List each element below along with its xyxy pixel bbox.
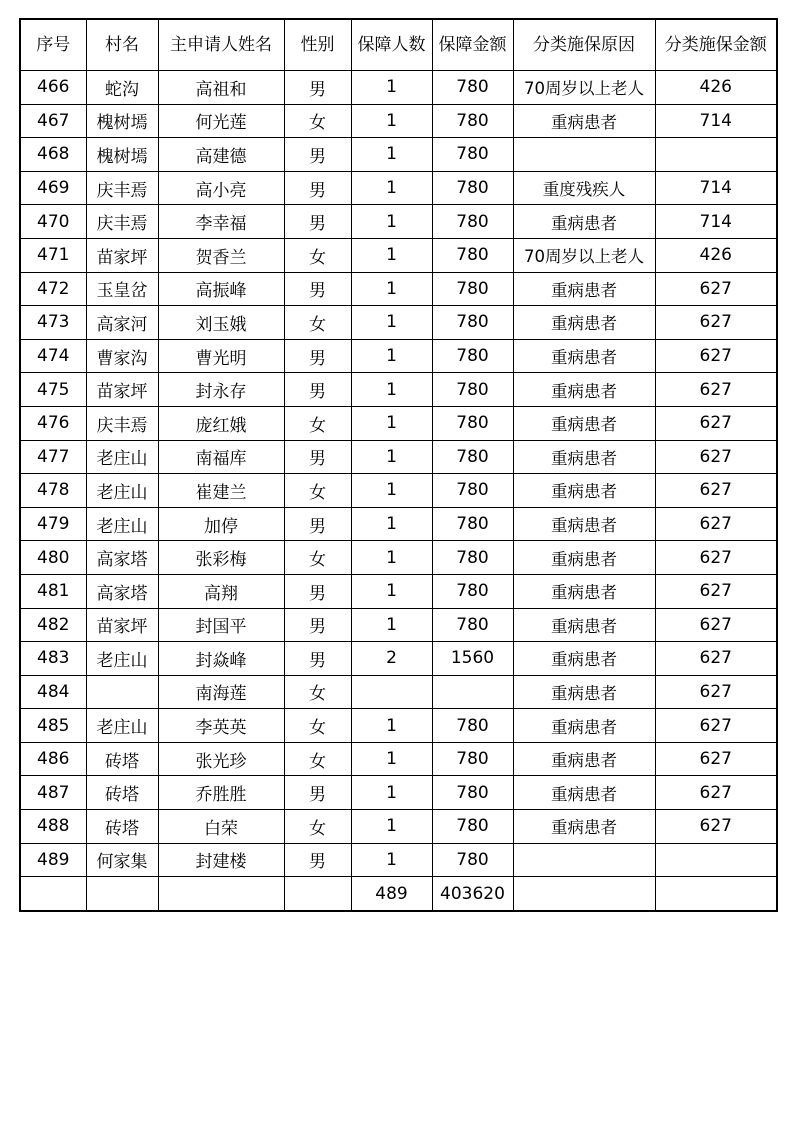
cell-gender: 男 xyxy=(284,440,351,474)
cell-category-reason xyxy=(513,843,655,877)
cell-applicant-name: 高建德 xyxy=(158,138,284,172)
cell-allowance-amount: 780 xyxy=(432,71,513,105)
cell-applicant-name: 封国平 xyxy=(158,608,284,642)
cell-village: 庆丰焉 xyxy=(86,205,158,239)
cell-gender: 女 xyxy=(284,709,351,743)
cell-gender: 男 xyxy=(284,642,351,676)
cell-applicant-name: 白荣 xyxy=(158,810,284,844)
cell-applicant-name: 加停 xyxy=(158,507,284,541)
cell-category-amount: 627 xyxy=(655,474,777,508)
cell-gender: 女 xyxy=(284,406,351,440)
cell-village: 槐树墕 xyxy=(86,104,158,138)
cell-gender: 女 xyxy=(284,238,351,272)
cell-category-amount: 627 xyxy=(655,306,777,340)
cell-serial-number: 472 xyxy=(20,272,86,306)
cell-covered-persons: 1 xyxy=(351,373,432,407)
cell-serial-number: 477 xyxy=(20,440,86,474)
cell-category-amount: 627 xyxy=(655,642,777,676)
cell-allowance-amount: 780 xyxy=(432,709,513,743)
cell-allowance-amount: 780 xyxy=(432,306,513,340)
cell-category-reason: 重度残疾人 xyxy=(513,171,655,205)
cell-gender: 女 xyxy=(284,810,351,844)
cell-applicant-name: 张光珍 xyxy=(158,742,284,776)
cell-category-reason: 重病患者 xyxy=(513,104,655,138)
cell-allowance-amount: 780 xyxy=(432,507,513,541)
cell-serial-number: 489 xyxy=(20,843,86,877)
cell-applicant-name xyxy=(158,877,284,911)
cell-serial-number: 487 xyxy=(20,776,86,810)
totals-row xyxy=(20,877,777,911)
cell-category-reason: 重病患者 xyxy=(513,709,655,743)
table-row xyxy=(20,675,777,709)
cell-applicant-name: 贺香兰 xyxy=(158,238,284,272)
cell-covered-persons: 1 xyxy=(351,810,432,844)
cell-covered-persons: 1 xyxy=(351,541,432,575)
cell-serial-number: 480 xyxy=(20,541,86,575)
cell-allowance-amount: 780 xyxy=(432,339,513,373)
cell-covered-persons: 1 xyxy=(351,104,432,138)
header-gender: 性别 xyxy=(284,19,351,71)
table-row xyxy=(20,709,777,743)
table-row xyxy=(20,574,777,608)
cell-category-reason: 重病患者 xyxy=(513,810,655,844)
allowance-table xyxy=(19,18,778,912)
cell-village: 曹家沟 xyxy=(86,339,158,373)
table-row xyxy=(20,642,777,676)
cell-allowance-amount: 780 xyxy=(432,406,513,440)
cell-serial-number: 481 xyxy=(20,574,86,608)
cell-allowance-amount: 780 xyxy=(432,843,513,877)
cell-category-reason: 重病患者 xyxy=(513,205,655,239)
cell-category-reason xyxy=(513,877,655,911)
cell-covered-persons: 1 xyxy=(351,709,432,743)
table-row xyxy=(20,742,777,776)
cell-covered-persons: 1 xyxy=(351,574,432,608)
cell-applicant-name: 崔建兰 xyxy=(158,474,284,508)
cell-serial-number: 484 xyxy=(20,675,86,709)
cell-category-amount: 627 xyxy=(655,272,777,306)
cell-gender: 男 xyxy=(284,71,351,105)
table-row xyxy=(20,608,777,642)
cell-category-reason: 重病患者 xyxy=(513,440,655,474)
header-category-reason: 分类施保原因 xyxy=(513,19,655,71)
cell-category-reason: 重病患者 xyxy=(513,306,655,340)
cell-allowance-amount: 780 xyxy=(432,776,513,810)
cell-category-reason: 重病患者 xyxy=(513,474,655,508)
cell-category-amount: 627 xyxy=(655,574,777,608)
cell-allowance-amount: 780 xyxy=(432,205,513,239)
header-serial-number: 序号 xyxy=(20,19,86,71)
cell-covered-persons: 1 xyxy=(351,776,432,810)
cell-covered-persons: 1 xyxy=(351,272,432,306)
cell-village: 高家河 xyxy=(86,306,158,340)
cell-gender: 男 xyxy=(284,608,351,642)
table-row xyxy=(20,205,777,239)
table-row xyxy=(20,474,777,508)
cell-category-amount: 627 xyxy=(655,507,777,541)
cell-village: 玉皇岔 xyxy=(86,272,158,306)
cell-category-reason: 重病患者 xyxy=(513,339,655,373)
table-row xyxy=(20,776,777,810)
cell-village: 砖塔 xyxy=(86,810,158,844)
cell-allowance-amount: 1560 xyxy=(432,642,513,676)
cell-category-amount: 627 xyxy=(655,608,777,642)
cell-serial-number: 466 xyxy=(20,71,86,105)
cell-allowance-amount: 780 xyxy=(432,574,513,608)
cell-gender: 女 xyxy=(284,742,351,776)
table-row xyxy=(20,541,777,575)
cell-serial-number: 478 xyxy=(20,474,86,508)
cell-applicant-name: 封建楼 xyxy=(158,843,284,877)
cell-serial-number: 470 xyxy=(20,205,86,239)
cell-serial-number: 475 xyxy=(20,373,86,407)
cell-village: 老庄山 xyxy=(86,440,158,474)
cell-covered-persons: 1 xyxy=(351,339,432,373)
table-row xyxy=(20,272,777,306)
cell-gender: 女 xyxy=(284,541,351,575)
cell-category-amount: 426 xyxy=(655,71,777,105)
cell-category-amount: 714 xyxy=(655,104,777,138)
table-row xyxy=(20,339,777,373)
cell-covered-persons: 1 xyxy=(351,306,432,340)
cell-serial-number: 471 xyxy=(20,238,86,272)
table-row xyxy=(20,138,777,172)
cell-covered-persons: 1 xyxy=(351,406,432,440)
cell-category-amount: 627 xyxy=(655,339,777,373)
cell-category-reason: 重病患者 xyxy=(513,507,655,541)
cell-gender: 男 xyxy=(284,138,351,172)
cell-category-amount: 714 xyxy=(655,171,777,205)
cell-applicant-name: 乔胜胜 xyxy=(158,776,284,810)
cell-covered-persons: 1 xyxy=(351,608,432,642)
cell-category-amount xyxy=(655,877,777,911)
cell-village: 老庄山 xyxy=(86,709,158,743)
cell-serial-number: 468 xyxy=(20,138,86,172)
cell-category-reason: 重病患者 xyxy=(513,642,655,676)
cell-category-amount xyxy=(655,138,777,172)
table-header-row xyxy=(20,19,777,71)
cell-serial-number: 486 xyxy=(20,742,86,776)
cell-village: 何家集 xyxy=(86,843,158,877)
cell-serial-number: 479 xyxy=(20,507,86,541)
cell-allowance-amount: 780 xyxy=(432,238,513,272)
cell-applicant-name: 南海莲 xyxy=(158,675,284,709)
cell-village xyxy=(86,675,158,709)
table-row xyxy=(20,406,777,440)
cell-gender: 男 xyxy=(284,171,351,205)
table-row xyxy=(20,171,777,205)
table-row xyxy=(20,104,777,138)
cell-category-reason: 重病患者 xyxy=(513,608,655,642)
cell-village xyxy=(86,877,158,911)
cell-serial-number: 469 xyxy=(20,171,86,205)
cell-gender: 男 xyxy=(284,339,351,373)
table-row xyxy=(20,71,777,105)
cell-covered-persons: 2 xyxy=(351,642,432,676)
cell-category-amount: 627 xyxy=(655,810,777,844)
cell-gender: 男 xyxy=(284,574,351,608)
table-row xyxy=(20,306,777,340)
header-applicant-name: 主申请人姓名 xyxy=(158,19,284,71)
header-village: 村名 xyxy=(86,19,158,71)
cell-gender xyxy=(284,877,351,911)
cell-village: 老庄山 xyxy=(86,642,158,676)
table-row xyxy=(20,843,777,877)
cell-serial-number: 483 xyxy=(20,642,86,676)
cell-serial-number: 473 xyxy=(20,306,86,340)
cell-category-amount: 627 xyxy=(655,709,777,743)
cell-applicant-name: 何光莲 xyxy=(158,104,284,138)
cell-gender: 女 xyxy=(284,474,351,508)
cell-category-amount: 714 xyxy=(655,205,777,239)
cell-category-reason: 70周岁以上老人 xyxy=(513,71,655,105)
table-body xyxy=(20,71,777,911)
cell-allowance-amount: 780 xyxy=(432,171,513,205)
cell-gender: 男 xyxy=(284,373,351,407)
table-row xyxy=(20,507,777,541)
cell-allowance-amount: 780 xyxy=(432,440,513,474)
cell-category-amount: 627 xyxy=(655,406,777,440)
cell-gender: 男 xyxy=(284,843,351,877)
cell-applicant-name: 南福库 xyxy=(158,440,284,474)
cell-category-reason: 重病患者 xyxy=(513,742,655,776)
cell-applicant-name: 庞红娥 xyxy=(158,406,284,440)
cell-village: 老庄山 xyxy=(86,507,158,541)
cell-covered-persons: 1 xyxy=(351,205,432,239)
cell-serial-number: 476 xyxy=(20,406,86,440)
cell-allowance-amount: 780 xyxy=(432,138,513,172)
cell-applicant-name: 曹光明 xyxy=(158,339,284,373)
cell-category-amount: 627 xyxy=(655,373,777,407)
cell-village: 庆丰焉 xyxy=(86,171,158,205)
header-category-amount: 分类施保金额 xyxy=(655,19,777,71)
cell-applicant-name: 封永存 xyxy=(158,373,284,407)
cell-village: 砖塔 xyxy=(86,742,158,776)
cell-category-amount xyxy=(655,843,777,877)
table-row xyxy=(20,238,777,272)
cell-village: 槐树墕 xyxy=(86,138,158,172)
cell-applicant-name: 高小亮 xyxy=(158,171,284,205)
cell-gender: 男 xyxy=(284,205,351,239)
cell-allowance-amount: 403620 xyxy=(432,877,513,911)
cell-covered-persons: 1 xyxy=(351,71,432,105)
cell-serial-number: 482 xyxy=(20,608,86,642)
cell-category-reason: 重病患者 xyxy=(513,541,655,575)
table-row xyxy=(20,373,777,407)
cell-applicant-name: 李英英 xyxy=(158,709,284,743)
cell-category-reason xyxy=(513,138,655,172)
cell-allowance-amount xyxy=(432,675,513,709)
cell-village: 砖塔 xyxy=(86,776,158,810)
cell-category-amount: 627 xyxy=(655,742,777,776)
cell-covered-persons: 1 xyxy=(351,440,432,474)
cell-covered-persons: 1 xyxy=(351,171,432,205)
cell-applicant-name: 封焱峰 xyxy=(158,642,284,676)
cell-category-reason: 重病患者 xyxy=(513,675,655,709)
cell-category-reason: 重病患者 xyxy=(513,272,655,306)
cell-applicant-name: 张彩梅 xyxy=(158,541,284,575)
cell-gender: 男 xyxy=(284,776,351,810)
cell-covered-persons: 489 xyxy=(351,877,432,911)
cell-category-reason: 重病患者 xyxy=(513,574,655,608)
cell-covered-persons: 1 xyxy=(351,843,432,877)
cell-covered-persons: 1 xyxy=(351,474,432,508)
cell-gender: 女 xyxy=(284,306,351,340)
cell-serial-number: 474 xyxy=(20,339,86,373)
cell-applicant-name: 高翔 xyxy=(158,574,284,608)
cell-covered-persons xyxy=(351,675,432,709)
cell-category-amount: 426 xyxy=(655,238,777,272)
cell-allowance-amount: 780 xyxy=(432,474,513,508)
cell-applicant-name: 李幸福 xyxy=(158,205,284,239)
cell-category-amount: 627 xyxy=(655,675,777,709)
cell-village: 高家塔 xyxy=(86,541,158,575)
cell-allowance-amount: 780 xyxy=(432,373,513,407)
table-row xyxy=(20,440,777,474)
cell-gender: 男 xyxy=(284,507,351,541)
cell-covered-persons: 1 xyxy=(351,138,432,172)
header-allowance-amount: 保障金额 xyxy=(432,19,513,71)
cell-village: 蛇沟 xyxy=(86,71,158,105)
cell-covered-persons: 1 xyxy=(351,238,432,272)
cell-applicant-name: 高振峰 xyxy=(158,272,284,306)
cell-covered-persons: 1 xyxy=(351,742,432,776)
cell-covered-persons: 1 xyxy=(351,507,432,541)
cell-category-reason: 重病患者 xyxy=(513,406,655,440)
cell-serial-number: 488 xyxy=(20,810,86,844)
cell-serial-number: 485 xyxy=(20,709,86,743)
header-covered-persons: 保障人数 xyxy=(351,19,432,71)
cell-category-reason: 重病患者 xyxy=(513,776,655,810)
cell-category-amount: 627 xyxy=(655,541,777,575)
cell-applicant-name: 高祖和 xyxy=(158,71,284,105)
cell-allowance-amount: 780 xyxy=(432,272,513,306)
cell-village: 老庄山 xyxy=(86,474,158,508)
cell-gender: 女 xyxy=(284,104,351,138)
cell-allowance-amount: 780 xyxy=(432,104,513,138)
cell-village: 高家塔 xyxy=(86,574,158,608)
table-row xyxy=(20,810,777,844)
cell-applicant-name: 刘玉娥 xyxy=(158,306,284,340)
cell-village: 庆丰焉 xyxy=(86,406,158,440)
cell-gender: 男 xyxy=(284,272,351,306)
cell-gender: 女 xyxy=(284,675,351,709)
cell-category-reason: 重病患者 xyxy=(513,373,655,407)
cell-village: 苗家坪 xyxy=(86,373,158,407)
cell-village: 苗家坪 xyxy=(86,608,158,642)
cell-serial-number xyxy=(20,877,86,911)
cell-village: 苗家坪 xyxy=(86,238,158,272)
cell-category-amount: 627 xyxy=(655,440,777,474)
cell-allowance-amount: 780 xyxy=(432,541,513,575)
cell-allowance-amount: 780 xyxy=(432,608,513,642)
cell-allowance-amount: 780 xyxy=(432,742,513,776)
cell-allowance-amount: 780 xyxy=(432,810,513,844)
cell-category-reason: 70周岁以上老人 xyxy=(513,238,655,272)
cell-category-amount: 627 xyxy=(655,776,777,810)
cell-serial-number: 467 xyxy=(20,104,86,138)
